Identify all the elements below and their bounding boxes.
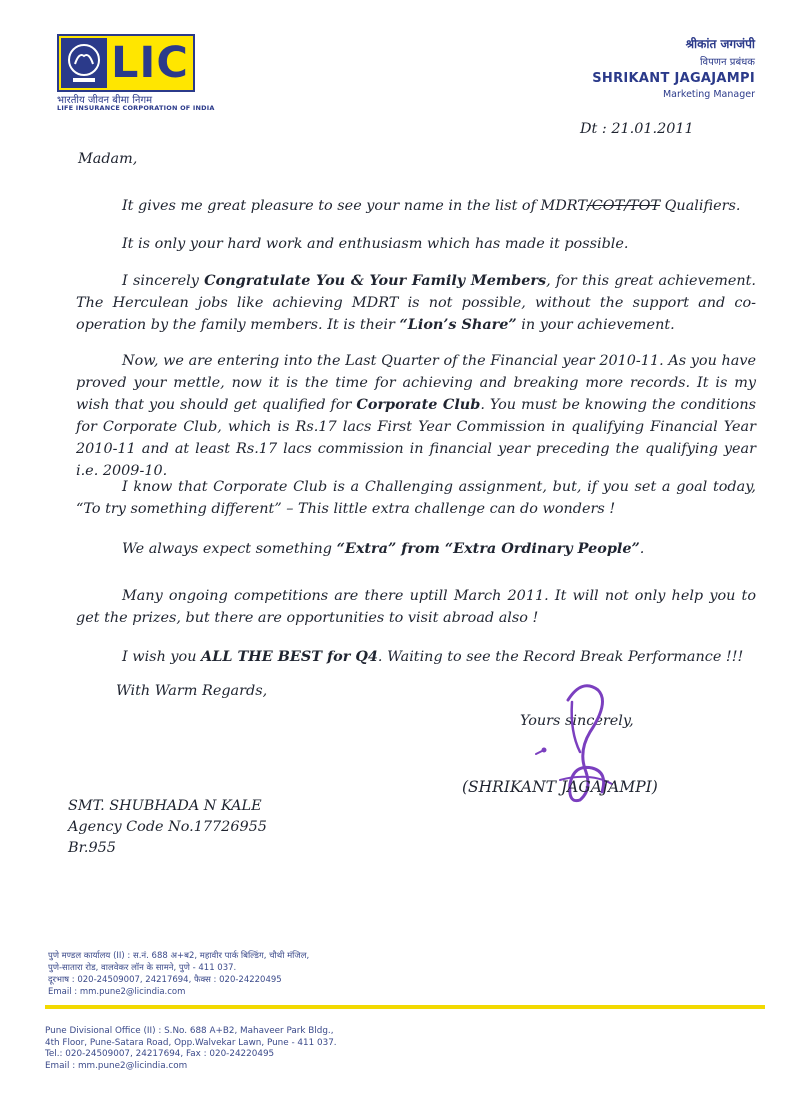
paragraph-2 [76,233,756,255]
footer-hindi-line: पुणे मण्डल कार्यालय (II) : स.नं. 688 अ+ब2, महावीर पार्क बिल्डिंग, चौथी मंजिल, [48,951,310,961]
sender-role-hindi: विपणन प्रबंधक [699,57,755,68]
sender-block [592,35,755,100]
footer-english-email: Email : mm.pune2@licindia.com [45,1060,188,1071]
p8-text-a: I wish you [122,649,202,665]
p6-bold-1: “Extra” from “Extra Ordinary People” [336,540,640,557]
paragraph-5 [76,476,756,520]
p8-bold-1: ALL THE BEST for Q4 [201,648,378,665]
sender-name-hindi: श्रीकांत जगजंपी [685,37,755,51]
p4-bold-1: Corporate Club [356,396,481,413]
p3-text-a: I sincerely [122,273,205,289]
p4-text-b: . You must be knowing the conditions for Corporate Club, which is Rs.17 lacs First Year Commission in qualifying Financial Year 2010-11 and at least Rs.17 lacs commission in financial year preceding the qualifying year i.e. 2009-10. [76,397,756,479]
p8-text-b: . Waiting to see the Record Break Performance !!! [377,649,744,665]
recipient-branch: Br.955 [68,840,116,856]
paragraph-8 [76,646,756,668]
paragraph-3 [76,270,756,336]
sender-role: Marketing Manager [662,89,755,100]
logo-hindi-name: भारतीय जीवन बीमा निगम [57,95,153,106]
footer-hindi-line: पुणे-सातारा रोड, वालवेकर लॉन के सामने, पुणे - 411 037. [48,963,237,973]
p4-text-a: Now, we are entering into the Last Quarter of the Financial year 2010-11. As you have proved your mettle, now it is the time for achieving and breaking more records. It is my wish that you should get qualified for [76,353,756,413]
handwritten-signature [520,672,630,822]
recipient-block [68,796,267,859]
p3-bold-1: Congratulate You & Your Family Members [204,272,547,289]
yours-sincerely: Yours sincerely, [520,713,634,729]
p3-text-c: in your achievement. [516,317,675,333]
footer-english-line: 4th Floor, Pune-Satara Road, Opp.Walvekar Lawn, Pune - 411 037. [45,1037,337,1048]
footer-english-address [45,1026,337,1072]
paragraph-4 [76,350,756,482]
p1-text-a: It gives me great pleasure to see your name in the list of MDRT [122,198,587,214]
p5-text: I know that Corporate Club is a Challenging assignment, but, if you set a goal today, “To try something different” – This little extra challenge can do wonders ! [76,479,756,517]
p3-bold-2: “Lion’s Share” [399,316,517,333]
footer-hindi-line: दूरभाष : 020-24509007, 24217694, फैक्स : 020-24220495 [48,975,282,985]
p6-text-b: . [639,541,645,557]
p7-text: Many ongoing competitions are there uptill March 2011. It will not only help you to get the prizes, but there are opportunities to visit abroad also ! [76,588,756,626]
lic-logo [57,34,195,92]
p1-text-b: Qualifiers. [660,198,741,214]
footer-hindi-address [48,950,309,998]
footer-english-line: Tel.: 020-24509007, 24217694, Fax : 020-24220495 [45,1049,275,1059]
footer-divider [45,1005,765,1009]
paragraph-1 [76,195,756,217]
logo-text: LIC [111,38,189,88]
lic-emblem-icon [61,38,107,88]
signatory-name: (SHRIKANT JAGAJAMPI) [462,778,658,796]
footer-hindi-email: Email : mm.pune2@licindia.com [48,987,186,997]
sender-name: SHRIKANT JAGAJAMPI [592,71,755,86]
closing-regards: With Warm Regards, [116,683,268,699]
p3-text-b: , for this great achievement. The Herculean jobs like achieving MDRT is not possible, without the support and co-operation by the family members. It is their [76,273,757,333]
letter-date: Dt : 21.01.2011 [580,121,694,137]
recipient-name: SMT. SHUBHADA N KALE [68,798,262,814]
p6-text-a: We always expect something [122,541,337,557]
salutation: Madam, [78,151,138,167]
logo-english-name: LIFE INSURANCE CORPORATION OF INDIA [57,104,215,112]
paragraph-6 [76,538,756,560]
recipient-agency-code: Agency Code No.17726955 [68,819,267,835]
p2-text: It is only your hard work and enthusiasm which has made it possible. [122,236,629,252]
footer-english-line: Pune Divisional Office (II) : S.No. 688 A+B2, Mahaveer Park Bldg., [45,1026,334,1036]
p1-struck-text: /COT/TOT [586,198,661,214]
paragraph-7 [76,585,756,629]
